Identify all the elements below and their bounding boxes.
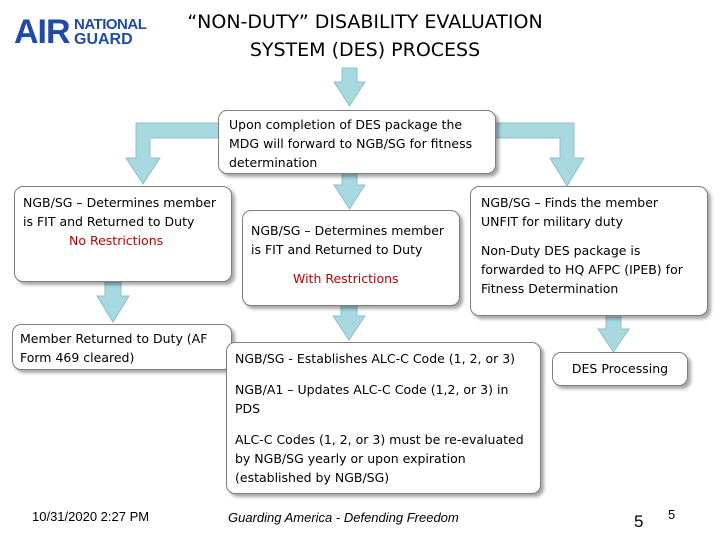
arrow-right-down bbox=[598, 317, 629, 352]
box-des-processing bbox=[552, 352, 688, 386]
page-number: 5 bbox=[634, 512, 644, 531]
box-left-fit-text: NGB/SG – Determines member is FIT and Returned to Duty bbox=[23, 195, 217, 229]
box-right-unfit-line1: NGB/SG – Finds the member UNFIT for military duty bbox=[481, 195, 659, 229]
box-des-package-complete bbox=[218, 110, 496, 174]
box-unfit bbox=[470, 186, 708, 316]
box-alc-line3: ALC-C Codes (1, 2, or 3) must be re-evaluated by NGB/SG yearly or upon expiration (established by NGB/SG) bbox=[235, 432, 524, 485]
box-alc-line1: NGB/SG - Establishes ALC-C Code (1, 2, or 3) bbox=[235, 351, 516, 366]
footer-motto: Guarding America - Defending Freedom bbox=[228, 510, 459, 525]
arrow-left-down bbox=[97, 282, 129, 322]
box-alc-c-code bbox=[226, 342, 541, 494]
box-center-fit-text: NGB/SG – Determines member is FIT and Returned to Duty bbox=[251, 223, 445, 257]
page-title bbox=[150, 8, 580, 64]
air-national-guard-logo bbox=[14, 13, 147, 51]
box-member-returned bbox=[12, 324, 232, 370]
arrow-branch-bar-right bbox=[497, 123, 584, 186]
arrow-center-down bbox=[333, 304, 365, 340]
box-left-returned-text: Member Returned to Duty (AF Form 469 cleared) bbox=[20, 331, 208, 365]
box-fit-with-restrictions bbox=[242, 210, 460, 306]
title-line-2: SYSTEM (DES) PROCESS bbox=[249, 39, 481, 61]
box-right-unfit-line2: Non-Duty DES package is forwarded to HQ AFPC (IPEB) for Fitness Determination bbox=[481, 243, 683, 296]
logo-air-text: AIR bbox=[14, 13, 70, 51]
page-number-small: 5 bbox=[668, 507, 676, 522]
arrow-top-to-center bbox=[334, 173, 365, 209]
box-top-text: Upon completion of DES package the MDG will forward to NGB/SG for fitness determination bbox=[229, 117, 473, 170]
logo-guard-text: GUARD bbox=[74, 31, 133, 48]
box-fit-no-restrictions bbox=[14, 186, 232, 282]
title-line-1: “NON-DUTY” DISABILITY EVALUATION bbox=[187, 11, 543, 33]
no-restrictions-label: No Restrictions bbox=[69, 233, 164, 248]
arrow-title-to-top bbox=[334, 68, 365, 106]
with-restrictions-label: With Restrictions bbox=[293, 271, 399, 286]
footer-date: 10/31/2020 2:27 PM bbox=[32, 509, 150, 524]
box-des-processing-text: DES Processing bbox=[571, 361, 669, 376]
arrow-branch-bar bbox=[126, 123, 224, 184]
box-alc-line2: NGB/A1 – Updates ALC-C Code (1,2, or 3) in PDS bbox=[235, 382, 509, 416]
logo-national-text: NATIONAL bbox=[74, 16, 147, 33]
